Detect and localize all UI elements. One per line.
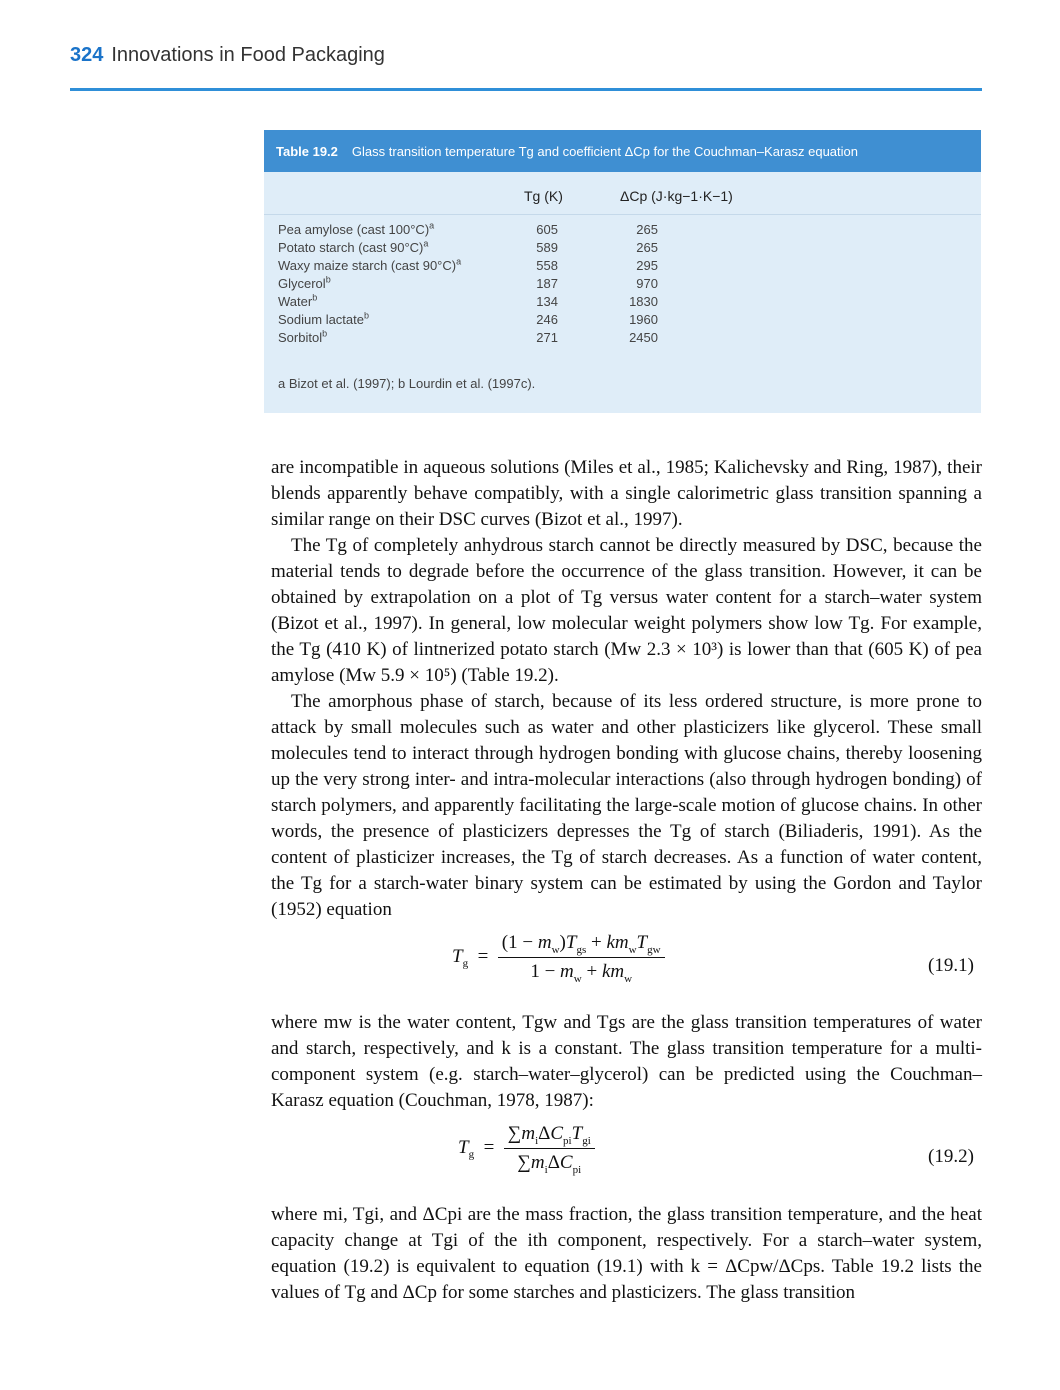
row-tg: 589 <box>536 240 558 255</box>
book-title: Innovations in Food Packaging <box>111 44 385 66</box>
body-text <box>271 455 982 923</box>
equation-number-1: (19.1) <box>928 955 974 976</box>
row-name: Potato starch (cast 90°C)$^a$ <box>278 238 429 255</box>
paragraph-4: where mw is the water content, Tgw and Tgs are the glass transition temperatures of water and starch, respectively, and k is a constant. The glass transition temperature for a multi-component system (e.g. starch–water–glycerol) can be predicted using the Couchman–Karasz equation (Couchman, 1978, 1987): <box>271 1012 982 1111</box>
row-name: Glycerol$^b$ <box>278 274 331 291</box>
table-row <box>264 222 981 240</box>
row-tg: 605 <box>536 222 558 237</box>
col-header-tg: Tg (K) <box>524 188 563 204</box>
equation-19-1: $T_g$ = $\frac{(1 - m_w)T_{gs} + km_wT_{gw}}{1 - m_w + km_w}$ <box>452 932 665 983</box>
row-name: Pea amylose (cast 100°C)$^a$ <box>278 220 435 237</box>
table-body <box>264 222 981 348</box>
row-dcp: 265 <box>636 222 658 237</box>
table-row <box>264 312 981 330</box>
row-dcp: 1960 <box>629 312 658 327</box>
table-row <box>264 240 981 258</box>
row-tg: 271 <box>536 330 558 345</box>
running-header <box>70 44 385 67</box>
row-name: Sodium lactate$^b$ <box>278 310 370 327</box>
row-dcp: 970 <box>636 276 658 291</box>
row-tg: 187 <box>536 276 558 291</box>
row-dcp: 1830 <box>629 294 658 309</box>
page-number: 324 <box>70 44 104 66</box>
table-header-row <box>264 182 981 215</box>
table-row <box>264 294 981 312</box>
paragraph-1: are incompatible in aqueous solutions (Miles et al., 1985; Kalichevsky and Ring, 1987), their blends apparently behave compatibly, with a single calorimetric glass transition spanning a similar range on their DSC curves (Bizot et al., 1997). <box>271 457 982 530</box>
table-row <box>264 276 981 294</box>
table-19-2 <box>264 130 981 413</box>
row-dcp: 2450 <box>629 330 658 345</box>
paragraph-3: The amorphous phase of starch, because of its less ordered structure, is more prone to attack by small molecules such as water and other plasticizers like glycerol. These small molecules tend to interact through hydrogen bonding with glucose chains, thereby loosening up the very strong inter- and intra-molecular interactions (also through hydrogen bonding) of starch polymers, and apparently facilitating the large-scale motion of glucose chains. In other words, the presence of plasticizers depresses the Tg of starch (Biliaderis, 1991). As the content of plasticizer increases, the Tg of starch decreases. As a function of water content, the Tg for a starch-water binary system can be estimated by using the Gordon and Taylor (1952) equation <box>271 691 982 920</box>
body-text-3 <box>271 1202 982 1306</box>
row-dcp: 295 <box>636 258 658 273</box>
col-header-dcp: ΔCp (J·kg−1·K−1) <box>620 188 733 204</box>
header-rule <box>70 88 982 91</box>
row-tg: 134 <box>536 294 558 309</box>
paragraph-2: The Tg of completely anhydrous starch cannot be directly measured by DSC, because the material tends to degrade before the occurrence of the glass transition. However, it can be obtained by extrapolation on a plot of Tg versus water content for a starch–water system (Bizot et al., 1997). In general, low molecular weight polymers show low Tg. For example, the Tg (410 K) of lintnerized potato starch (Mw 2.3 × 10³) is lower than that (605 K) of pea amylose (Mw 5.9 × 10⁵) (Table 19.2). <box>271 535 982 686</box>
row-tg: 558 <box>536 258 558 273</box>
table-caption <box>264 130 981 172</box>
body-text-2 <box>271 1010 982 1114</box>
table-caption-text: Glass transition temperature Tg and coefficient ΔCp for the Couchman–Karasz equation <box>351 143 858 159</box>
equation-19-2: $T_g$ = $\frac{\sum m_i\Delta C_{pi}T_{gi}}{\sum m_i\Delta C_{pi}}$ <box>458 1123 595 1174</box>
row-dcp: 265 <box>636 240 658 255</box>
row-name: Water$^b$ <box>278 292 318 309</box>
table-row <box>264 330 981 348</box>
row-tg: 246 <box>536 312 558 327</box>
row-name: Waxy maize starch (cast 90°C)$^a$ <box>278 256 462 273</box>
table-footnote: a Bizot et al. (1997); b Lourdin et al. (1997c). <box>278 376 536 391</box>
equation-number-2: (19.2) <box>928 1146 974 1167</box>
row-name: Sorbitol$^b$ <box>278 328 328 345</box>
table-label: Table 19.2 <box>276 143 338 159</box>
paragraph-5: where mi, Tgi, and ΔCpi are the mass fraction, the glass transition temperature, and the heat capacity change at Tgi of the ith component, respectively. For a starch–water system, equation (19.2) is equivalent to equation (19.1) with k = ΔCpw/ΔCps. Table 19.2 lists the values of Tg and ΔCp for some starches and plasticizers. The glass transition <box>271 1204 982 1303</box>
table-row <box>264 258 981 276</box>
